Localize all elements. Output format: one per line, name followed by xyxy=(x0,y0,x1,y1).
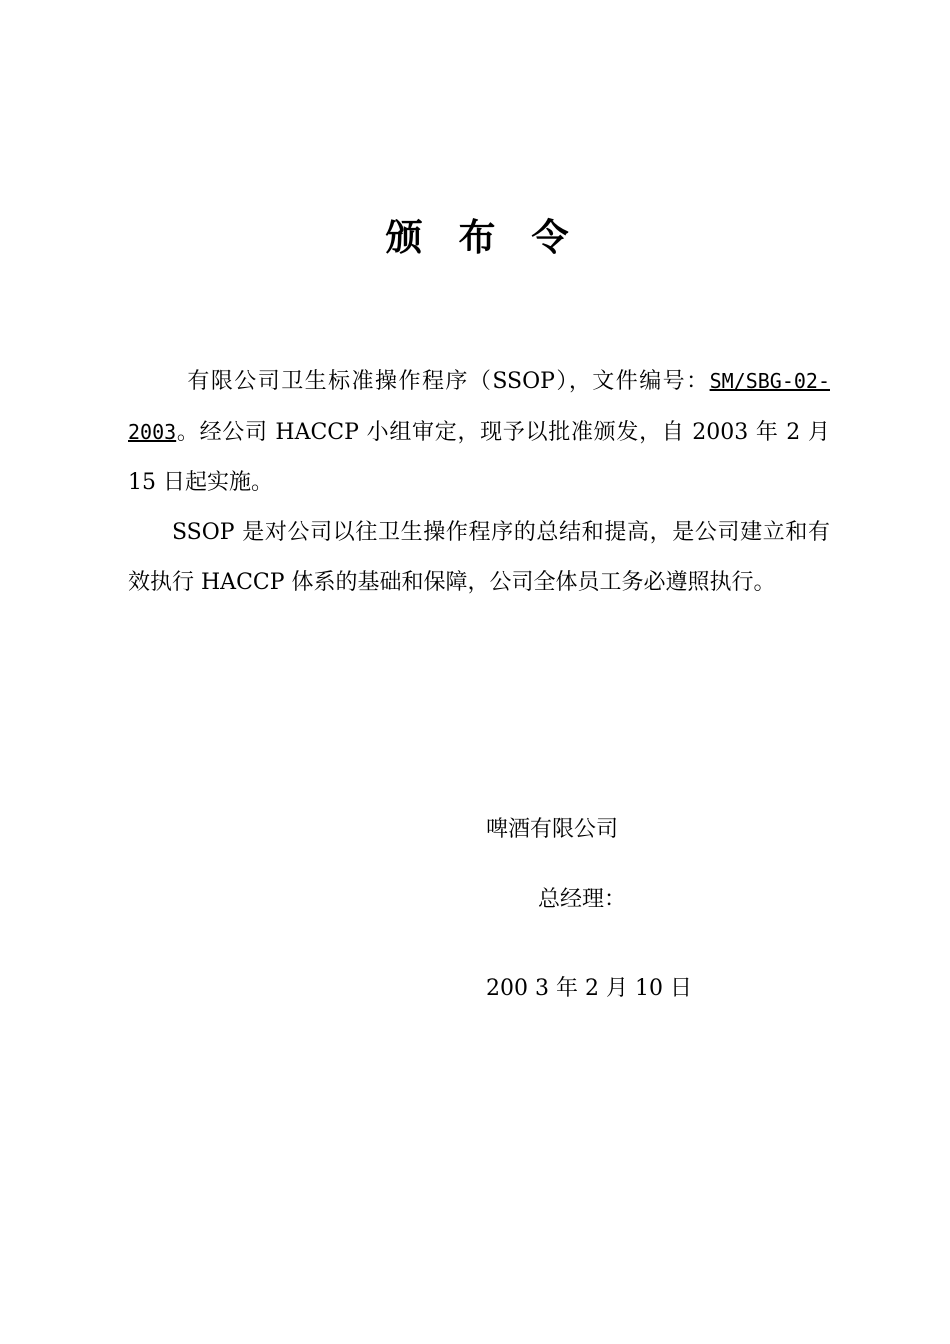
signature-company: 啤酒有限公司 xyxy=(486,817,619,842)
document-number: SM/SBG-02-2003 xyxy=(128,369,830,444)
document-body xyxy=(128,356,830,608)
signature-manager-label: 总经理： xyxy=(538,887,627,912)
paragraph-announcement-lead: 有限公司卫生标准操作程序（SSOP），文件编号： xyxy=(187,369,710,394)
document-title: 颁布令 xyxy=(385,216,605,259)
paragraph-announcement-tail: 。经公司 HACCP 小组审定，现予以批准颁发，自 2003 年 2 月 15 日起实施。 xyxy=(128,420,830,495)
paragraph-announcement xyxy=(128,356,830,508)
signature-date: 200 3 年 2 月 10 日 xyxy=(486,976,692,1001)
paragraph-instruction: SSOP 是对公司以往卫生操作程序的总结和提高，是公司建立和有效执行 HACCP 体系的基础和保障，公司全体员工务必遵照执行。 xyxy=(128,520,830,595)
